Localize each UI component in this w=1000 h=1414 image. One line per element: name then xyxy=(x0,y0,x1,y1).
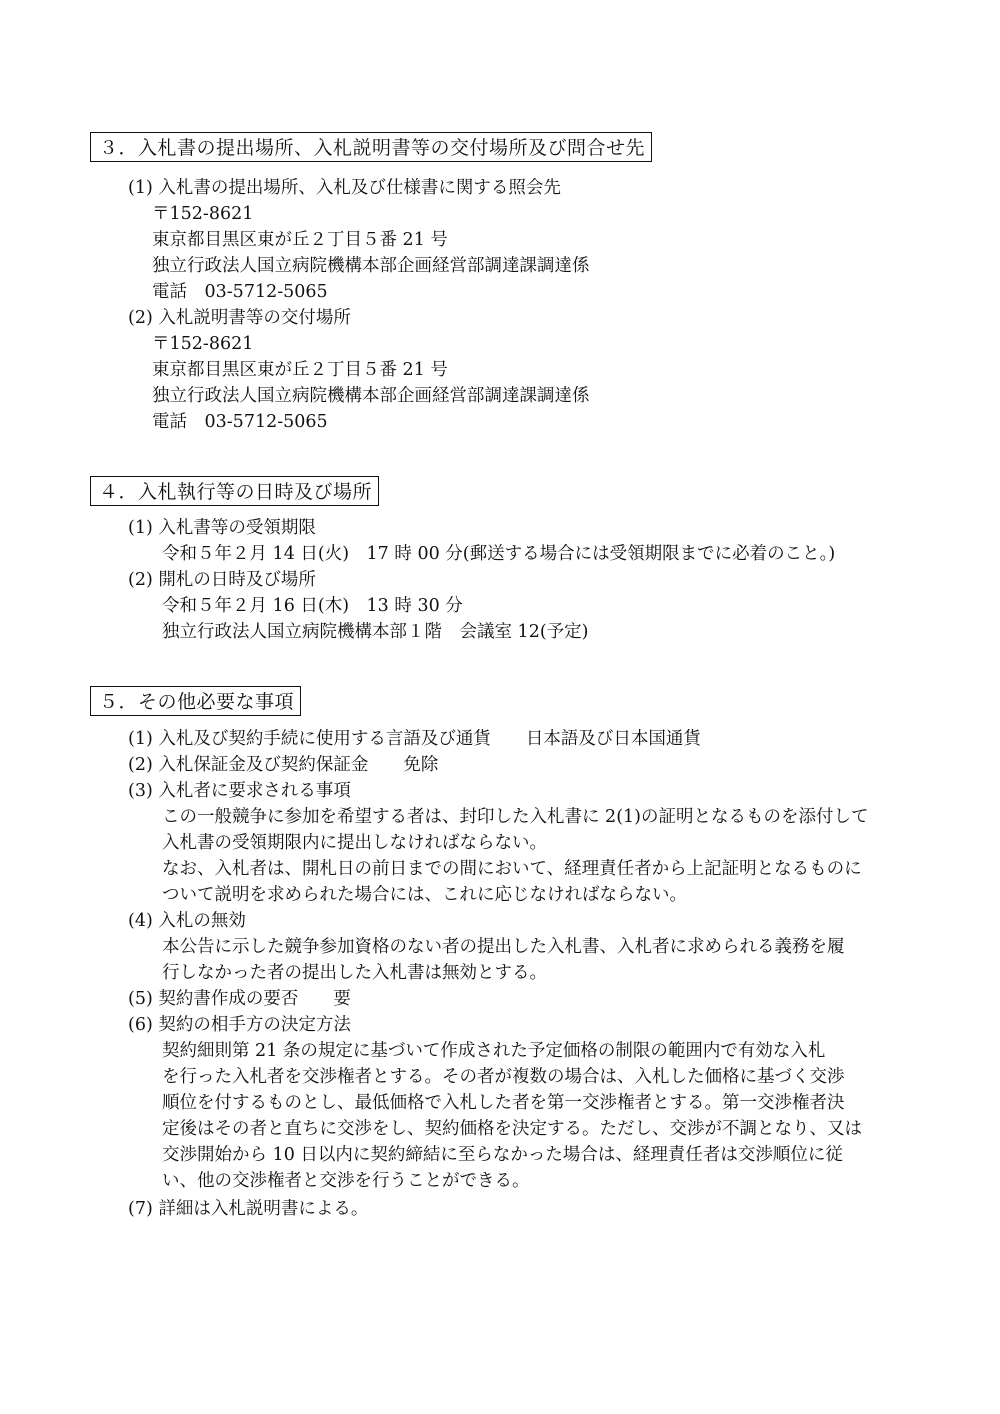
sec5-item5: (5) 契約書作成の要否 要 xyxy=(128,989,351,1009)
sec5-item6-line2: を行った入札者を交渉権者とする。その者が複数の場合は、入札した価格に基づく交渉 xyxy=(162,1067,845,1087)
section-3-heading: ３．入札書の提出場所、入札説明書等の交付場所及び問合せ先 xyxy=(90,132,652,162)
sec5-item4: (4) 入札の無効 xyxy=(128,911,246,931)
sec5-item6-line6: い、他の交渉権者と交渉を行うことができる。 xyxy=(162,1171,530,1191)
sec5-item4-line1: 本公告に示した競争参加資格のない者の提出した入札書、入札者に求められる義務を履 xyxy=(162,937,845,957)
sec5-item4-line2: 行しなかった者の提出した入札書は無効とする。 xyxy=(162,963,547,983)
sec5-item3-line2: 入札書の受領期限内に提出しなければならない。 xyxy=(162,833,547,853)
sec5-item3-line3: なお、入札者は、開札日の前日までの間において、経理責任者から上記証明となるものに xyxy=(162,859,862,879)
sec4-item1: (1) 入札書等の受領期限 xyxy=(128,518,316,538)
section-5-heading: ５．その他必要な事項 xyxy=(90,686,301,716)
sec3-item2: (2) 入札説明書等の交付場所 xyxy=(128,308,351,328)
sec3-item2-office: 独立行政法人国立病院機構本部企画経営部調達課調達係 xyxy=(152,386,590,406)
section-4-heading: ４．入札執行等の日時及び場所 xyxy=(90,476,379,506)
sec3-item2-address: 東京都目黒区東が丘２丁目５番 21 号 xyxy=(152,360,448,380)
sec4-item2-datetime: 令和５年２月 16 日(木) 13 時 30 分 xyxy=(162,596,463,616)
sec5-item6-line4: 定後はその者と直ちに交渉をし、契約価格を決定する。ただし、交渉が不調となり、又は xyxy=(162,1119,862,1139)
sec5-item6-line3: 順位を付するものとし、最低価格で入札した者を第一交渉権者とする。第一交渉権者決 xyxy=(162,1093,845,1113)
sec3-item1-phone: 電話 03-5712-5065 xyxy=(152,282,328,302)
sec5-item3-line4: ついて説明を求められた場合には、これに応じなければならない。 xyxy=(162,885,687,905)
sec3-item1: (1) 入札書の提出場所、入札及び仕様書に関する照会先 xyxy=(128,178,561,198)
sec5-item6: (6) 契約の相手方の決定方法 xyxy=(128,1015,351,1035)
sec5-item7: (7) 詳細は入札説明書による。 xyxy=(128,1199,369,1219)
sec3-item1-address: 東京都目黒区東が丘２丁目５番 21 号 xyxy=(152,230,448,250)
sec3-item2-phone: 電話 03-5712-5065 xyxy=(152,412,328,432)
sec4-item2-place: 独立行政法人国立病院機構本部１階 会議室 12(予定) xyxy=(162,622,589,642)
sec3-item1-postal: 〒152-8621 xyxy=(152,204,254,224)
sec5-item3-line1: この一般競争に参加を希望する者は、封印した入札書に 2(1)の証明となるものを添付して xyxy=(162,807,869,827)
sec3-item2-postal: 〒152-8621 xyxy=(152,334,254,354)
sec4-item1-deadline: 令和５年２月 14 日(火) 17 時 00 分(郵送する場合には受領期限までに必着のこと。) xyxy=(162,544,836,564)
sec5-item6-line1: 契約細則第 21 条の規定に基づいて作成された予定価格の制限の範囲内で有効な入札 xyxy=(162,1041,826,1061)
sec5-item3: (3) 入札者に要求される事項 xyxy=(128,781,351,801)
sec3-item1-office: 独立行政法人国立病院機構本部企画経営部調達課調達係 xyxy=(152,256,590,276)
sec4-item2: (2) 開札の日時及び場所 xyxy=(128,570,316,590)
sec5-item1: (1) 入札及び契約手続に使用する言語及び通貨 日本語及び日本国通貨 xyxy=(128,729,701,749)
sec5-item6-line5: 交渉開始から 10 日以内に契約締結に至らなかった場合は、経理責任者は交渉順位に従 xyxy=(162,1145,843,1165)
sec5-item2: (2) 入札保証金及び契約保証金 免除 xyxy=(128,755,439,775)
